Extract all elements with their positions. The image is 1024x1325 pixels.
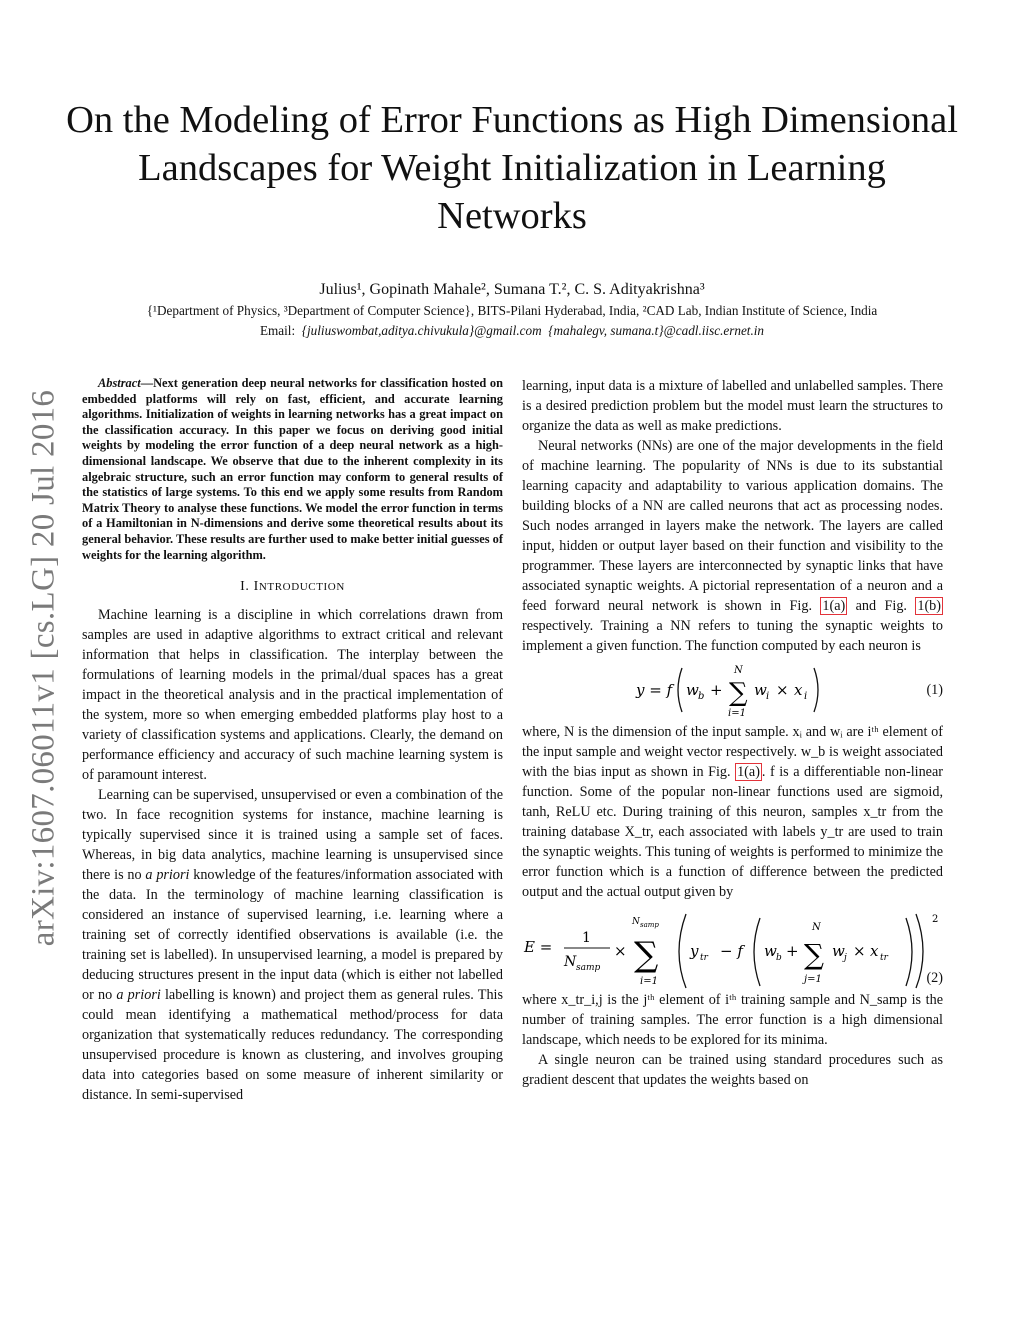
eq2-plus: + <box>786 942 799 960</box>
arxiv-stamp <box>25 368 62 968</box>
right-p3-part-b: . f is a differentiable non-linear function. Some of the popular non-linear functions used are sigmoid, tanh, ReLU etc. During training of this neuron, samples x_tr from the training database X_tr, each associated with labels y_tr are used to train the synaptic weights. This tuning of weights is performed to minimize the error function which is a function of difference between the predicted output and the actual output given by <box>522 764 943 900</box>
eq2-den: N <box>564 954 577 970</box>
intro-p2-part-c: labelling is known) and project them as general rules. This could mean identifying a mathematical method/process for data organization that systematically reduces redundancy. The corresponding unsupervised procedure is known as clustering, and involves grouping data into categories based on some measure of inherent similarity or distance. In semi-supervised <box>82 987 503 1104</box>
eq1-lhs: y = f <box>635 681 672 699</box>
figure-ref-1a[interactable]: 1(a) <box>822 598 846 614</box>
eq2-times-2: × <box>853 942 866 960</box>
eq1-xi-sub: i <box>803 691 807 702</box>
intro-p2-part-a: Learning can be supervised, unsupervised or even a combination of the two. In face recognition systems for instance, machine learning is typically supervised since it is trained using a sample set of faces. Whereas, in big data analytics, machine learning is unsupervised since there is no <box>82 787 503 884</box>
left-column <box>82 376 503 1105</box>
right-paragraph-2 <box>522 436 943 656</box>
right-column <box>522 376 943 1090</box>
eq2-x: x <box>870 942 879 960</box>
equation-1-number: (1) <box>926 682 943 698</box>
arxiv-stamp-text: arXiv:1607.06011v1 [cs.LG] 20 Jul 2016 <box>25 389 62 947</box>
eq1-upper: N <box>733 665 743 676</box>
right-p2-part-b: respectively. Training a NN refers to tuning the synaptic weights to implement a given function. The function computed by each neuron is <box>522 618 943 654</box>
intro-paragraph-2 <box>82 785 503 1105</box>
eq1-wb-sub: b <box>697 691 704 702</box>
email-line <box>60 322 964 340</box>
right-paragraph-1: learning, input data is a mixture of labelled and unlabelled samples. There is a desired prediction problem but the model must learn the structures to organize the data as well as make predictions. <box>522 378 943 434</box>
eq2-y-sub: tr <box>700 953 708 963</box>
eq1-xi: x <box>793 681 802 699</box>
eq2-den-sub: samp <box>576 963 601 973</box>
eq1-wi: w <box>753 681 767 699</box>
equation-1-graphic <box>618 660 848 720</box>
section-number: I. <box>240 579 250 595</box>
eq1-lower: i=1 <box>727 708 746 719</box>
eq2-lower: i=1 <box>640 976 658 987</box>
eq2-wj-sub: j <box>844 953 847 963</box>
svg-text:∑: ∑ <box>634 935 659 975</box>
equation-1 <box>522 662 943 718</box>
intro-p2-apriori-2: a priori <box>116 987 161 1004</box>
eq2-lhs: E = <box>524 938 553 956</box>
eq2-y: y <box>690 942 699 960</box>
equation-2-number: (2) <box>926 970 943 986</box>
intro-p2-part-b: knowledge of the features/information associated with the data. In the terminology of machine learning classification is considered an instance of supervised learning, i.e. learning where a training set of correctly identified observations is available (i.e. the training set is labelled). In unsupervised learning, a model is prepared by deducing structures present in the input data (which is either not labelled or no <box>82 867 503 1004</box>
abstract-text: —Next generation deep neural networks for classification hosted on embedded platforms will rely on fast, efficient, and accurate learning algorithms. Initialization of weights in learning networks has a great impact on the classification accuracy. In this paper we focus on deriving good initial weights by modeling the error function of a deep neural network as a high-dimensional landscape. We observe that due to the inherent complexity in its algebraic structure, such an error function may conform to general results of the statistics of large systems. To this end we apply some results from Random Matrix Theory to analyse these functions. We model the error function in terms of a Hamiltonian in N-dimensions and derive some theoretical results about its general behavior. These results are further used to make better initial guesses of weights for the learning algorithm. <box>82 376 503 562</box>
eq2-wb: w <box>764 942 777 960</box>
section-heading-introduction <box>82 577 503 597</box>
right-paragraph-4: where x_tr_i,j is the jᵗʰ element of iᵗʰ training sample and N_samp is the number of training samples. The error function is a high dimensional landscape, which needs to be explored for its minima. <box>522 992 943 1048</box>
equation-2 <box>522 908 943 990</box>
eq2-x-sub: tr <box>880 953 888 963</box>
eq1-times: × <box>775 681 789 699</box>
eq2-wb-sub: b <box>776 953 782 963</box>
eq2-upper-sub: samp <box>640 921 659 929</box>
author-list: Julius¹, Gopinath Mahale², Sumana T.², C. S. Adityakrishna³ <box>319 281 705 298</box>
intro-paragraph-1: Machine learning is a discipline in which correlations drawn from samples are used in adaptive algorithms to extract critical and relevant information that helps in classification. The interplay between the formulations of learning models in the primal/dual spaces has a great impact in the theoretical analysis and in the practical implementation of the system, more so when emerging embedded platforms play host to a variety of classification systems and applications. Clearly, the demand on performance efficiency and accuracy of such machine learning system is of paramount interest. <box>82 607 503 784</box>
section-title-initial: I <box>253 579 259 595</box>
email-group-2[interactable]: {mahalegv, sumana.t}@cadl.iisc.ernet.in <box>548 323 765 338</box>
eq2-upper: N <box>632 917 640 927</box>
eq1-wi-sub: i <box>765 691 769 702</box>
eq2-lower-2: j=1 <box>804 974 822 985</box>
right-p2-part-a: Neural networks (NNs) are one of the major developments in the field of machine learning. The popularity of NNs is due to its substantial learning capacity and adaptability to various application domains. The building blocks of a NN are called neurons that act as processing nodes. Such nodes arranged in layers make the network. The layers are called input, hidden or output layer based on their function and visibility to the programmer. These layers are interconnected by synaptic links that have associated synaptic weights. A pictorial representation of a neuron and a feed forward neural network is shown in Fig. <box>522 438 943 614</box>
email-group-1[interactable]: {juliuswombat,aditya.chivukula}@gmail.com <box>301 323 542 338</box>
paper-title: On the Modeling of Error Functions as High Dimensional Landscapes for Weight Initialization in Learning Networks <box>66 99 958 237</box>
email-label: Email: <box>259 323 296 338</box>
intro-p2-apriori: a priori <box>145 867 190 884</box>
eq2-num: 1 <box>582 930 591 946</box>
right-p3-part-a: where, N is the dimension of the input sample. xᵢ and wᵢ are iᵗʰ element of the input sample and weight vector respectively. w_b is weight associated with the bias input as shown in Fig. <box>522 724 943 780</box>
eq1-wb: w <box>685 681 699 699</box>
right-paragraph-3 <box>522 722 943 902</box>
svg-text:∑: ∑ <box>804 938 824 971</box>
right-p2-and: and Fig. <box>847 598 916 614</box>
section-title-rest: NTRODUCTION <box>258 581 345 594</box>
eq1-plus: + <box>709 681 723 699</box>
eq2-wj: w <box>832 942 845 960</box>
right-paragraph-5: A single neuron can be trained using standard procedures such as gradient descent that updates the weights based on <box>522 1052 943 1088</box>
svg-text:∑: ∑ <box>728 678 748 708</box>
affiliations: {¹Department of Physics, ³Department of Computer Science}, BITS-Pilani Hyderabad, India, ²CAD Lab, Indian Institute of Science, India <box>146 303 878 318</box>
eq2-square: 2 <box>932 914 939 925</box>
abstract-label: Abstract <box>98 376 141 390</box>
eq2-times: × <box>614 942 627 960</box>
abstract <box>82 376 503 563</box>
figure-ref-1a-second[interactable]: 1(a) <box>737 764 760 780</box>
equation-2-graphic <box>522 908 943 990</box>
eq2-upper-2: N <box>812 922 821 933</box>
eq2-minus-f: − f <box>720 942 743 960</box>
figure-ref-1b[interactable]: 1(b) <box>917 598 941 614</box>
